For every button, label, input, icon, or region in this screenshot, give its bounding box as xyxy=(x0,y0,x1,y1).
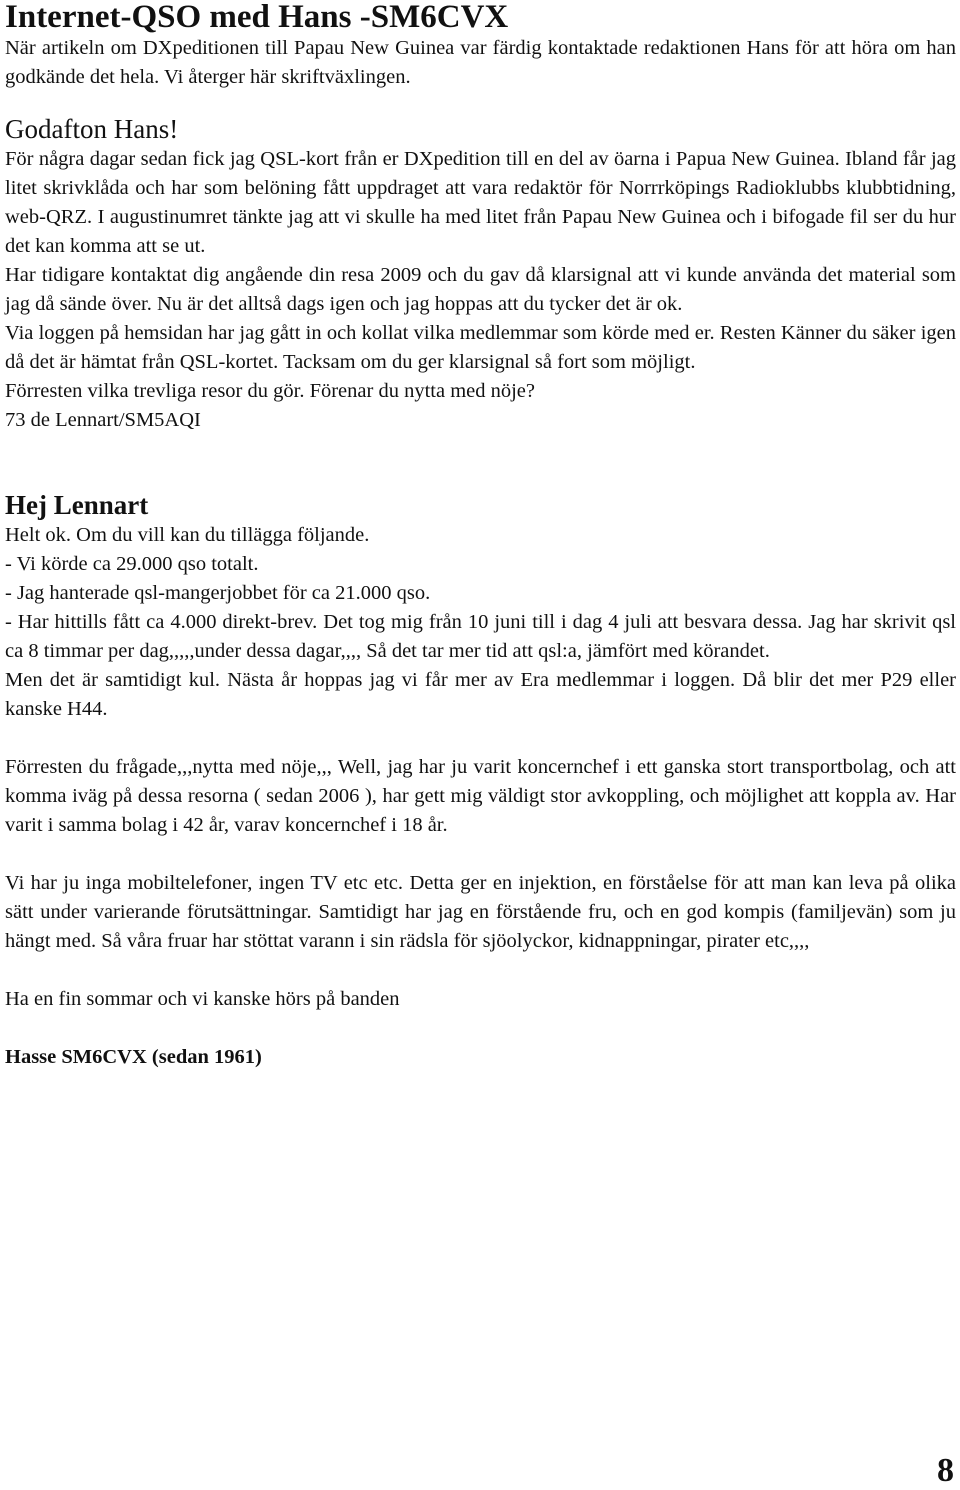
paragraph-gap xyxy=(5,724,956,753)
document-page xyxy=(5,0,956,1072)
letter1-paragraph: För några dagar sedan fick jag QSL-kort från er DXpedition till en del av öarna i Papua New Guinea. Ibland får jag litet skrivklåda och har som belöning fått uppdraget att vara redaktör för Norrrköpings Radioklubbs klubbtidning, web-QRZ. I augustinumret tänkte jag att vi skulle ha med litet från Papau New Guinea och i bifogade fil ser du hur det kan komma att se ut. xyxy=(5,148,956,257)
letter2-greeting: Hej Lennart xyxy=(5,490,149,520)
intro-paragraph: När artikeln om DXpeditionen till Papau New Guinea var färdig kontaktade redaktionen Hans för att höra om han godkände det hela. Vi återger här skriftväxlingen. xyxy=(5,37,956,88)
letter2-closing: Ha en fin sommar och vi kanske hörs på banden xyxy=(5,988,400,1010)
letter2-paragraph: Vi har ju inga mobiltelefoner, ingen TV etc etc. Detta ger en injektion, en förståelse för att man kan leva på olika sätt under varierande förutsättningar. Samtidigt har jag en förstående fru, och en god kompis (familjevän) som ju hängt med. Så våra fruar har stöttat varann i sin rädsla för sjöolyckor, kidnappningar, pirater etc,,,, xyxy=(5,872,956,952)
letter2-signature: Hasse SM6CVX (sedan 1961) xyxy=(5,1046,262,1068)
letter2-paragraph: Förresten du frågade,,,nytta med nöje,,, Well, jag har ju varit koncernchef i ett ganska stort transportbolag, och att komma iväg på dessa resorna ( sedan 2006 ), har gett mig väldigt stor avkoppling, och möjlighet att koppla av. Har varit i samma bolag i 42 år, varav koncernchef i 18 år. xyxy=(5,756,956,836)
letter2-paragraph: - Har hittills fått ca 4.000 direkt-brev. Det tog mig från 10 juni till i dag 4 juli att besvara dessa. Jag har skrivit qsl ca 8 timmar per dag,,,,,under dessa dagar,,,, Så det tar mer tid att qsl:a, jämfört med körandet. xyxy=(5,611,956,662)
paragraph-gap xyxy=(5,956,956,985)
page-number: 8 xyxy=(937,1452,954,1489)
letter1-signoff: 73 de Lennart/SM5AQI xyxy=(5,409,201,431)
letter1-paragraph: Förresten vilka trevliga resor du gör. Förenar du nytta med nöje? xyxy=(5,380,536,402)
paragraph-gap xyxy=(5,1014,956,1043)
letter2-paragraph: - Jag hanterade qsl-mangerjobbet för ca 21.000 qso. xyxy=(5,582,431,604)
letter2-paragraph: Men det är samtidigt kul. Nästa år hoppas jag vi får mer av Era medlemmar i loggen. Då blir det mer P29 eller kanske H44. xyxy=(5,669,956,720)
letter2-paragraph: - Vi körde ca 29.000 qso totalt. xyxy=(5,553,259,575)
paragraph-gap xyxy=(5,840,956,869)
letter1-greeting: Godafton Hans! xyxy=(5,114,179,144)
letter1-paragraph: Via loggen på hemsidan har jag gått in och kollat vilka medlemmar som körde med er. Resten Känner du säker igen då det är hämtat från QSL-kortet. Tacksam om du ger klarsignal så fort som möjligt. xyxy=(5,322,956,373)
letter1-paragraph: Har tidigare kontaktat dig angående din resa 2009 och du gav då klarsignal att vi kunde använda det material som jag då sände över. Nu är det alltså dags igen och jag hoppas att du tycker det är ok. xyxy=(5,264,956,315)
article-title: Internet-QSO med Hans -SM6CVX xyxy=(5,0,509,35)
letter2-paragraph: Helt ok. Om du vill kan du tillägga följande. xyxy=(5,524,370,546)
